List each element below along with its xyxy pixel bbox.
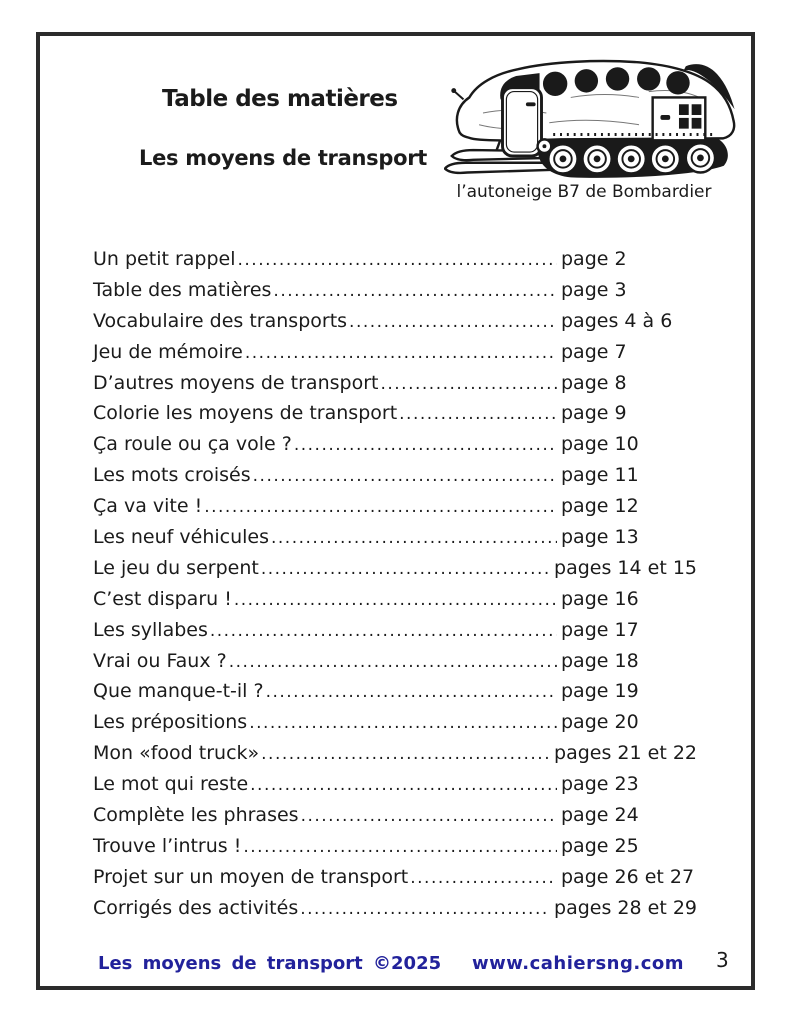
porthole-5 xyxy=(666,71,689,94)
toc-entry-page: page 19 xyxy=(561,680,639,703)
toc-entry xyxy=(93,676,697,707)
toc-entry-title: Trouve l’intrus ! xyxy=(93,834,242,857)
toc-entry-title: Vocabulaire des transports xyxy=(93,309,348,332)
toc-entry-title: Table des matières xyxy=(93,278,272,301)
toc-entry xyxy=(93,893,697,924)
toc-leader-dots xyxy=(204,492,557,523)
toc-entry-title: D’autres moyens de transport xyxy=(93,371,379,394)
toc-entry-title: Jeu de mémoire xyxy=(93,340,243,363)
toc-leader-dots xyxy=(210,616,557,647)
footer-website: www.cahiersng.com xyxy=(472,953,685,974)
toc-entry xyxy=(93,244,697,275)
toc-entry-title: Colorie les moyens de transport xyxy=(93,402,398,425)
page-border-frame xyxy=(36,32,755,990)
toc-entry-page: page 24 xyxy=(561,804,639,827)
toc-entry-title: Le mot qui reste xyxy=(93,773,249,796)
toc-entry xyxy=(93,738,697,769)
toc-entry-title: Un petit rappel xyxy=(93,248,236,270)
toc-entry xyxy=(93,491,697,522)
toc-entry-page: page 17 xyxy=(561,618,639,641)
toc-leader-dots xyxy=(245,338,557,369)
toc-entry-page: page 9 xyxy=(561,402,627,425)
toc-entry-page: page 2 xyxy=(561,248,627,270)
toc-entry-title: Ça va vite ! xyxy=(93,495,203,518)
toc-leader-dots xyxy=(261,739,550,770)
toc-leader-dots xyxy=(238,245,558,276)
toc-leader-dots xyxy=(349,307,557,338)
toc-entry-page: pages 21 et 22 xyxy=(554,742,697,765)
toc-leader-dots xyxy=(294,430,557,461)
toc-entry xyxy=(93,862,697,893)
toc-leader-dots xyxy=(243,832,557,863)
toc-leader-dots xyxy=(249,708,557,739)
toc-entry-page: pages 14 et 15 xyxy=(554,556,697,579)
toc-entry xyxy=(93,769,697,800)
toc-leader-dots xyxy=(261,554,550,585)
toc-entry-page: page 25 xyxy=(561,834,639,857)
toc-leader-dots xyxy=(410,863,557,894)
toc-entry xyxy=(93,522,697,553)
porthole-4 xyxy=(637,67,660,90)
toc-entry-title: Que manque-t-il ? xyxy=(93,680,264,703)
toc-entry-page: page 13 xyxy=(561,526,639,549)
toc-entry-title: C’est disparu ! xyxy=(93,587,232,610)
rear-door-pane-1 xyxy=(679,104,689,115)
toc-entry-page: page 12 xyxy=(561,495,639,518)
toc-entry xyxy=(93,584,697,615)
toc-entry xyxy=(93,615,697,646)
toc-entry-page: page 11 xyxy=(561,464,639,487)
toc-entry xyxy=(93,306,697,337)
toc-leader-dots xyxy=(301,801,557,832)
toc-entry-page: pages 4 à 6 xyxy=(561,309,673,332)
front-door-handle xyxy=(526,102,536,106)
toc-entry-page: page 10 xyxy=(561,433,639,456)
front-door xyxy=(503,88,542,156)
toc-entry xyxy=(93,460,697,491)
toc-leader-dots xyxy=(266,677,557,708)
front-light-dot xyxy=(451,88,456,93)
toc-entry-page: page 20 xyxy=(561,711,639,734)
toc-entry-title: Les mots croisés xyxy=(93,464,251,487)
toc-entry-page: page 3 xyxy=(561,278,627,301)
toc-leader-dots xyxy=(399,399,557,430)
toc-entry-title: Les neuf véhicules xyxy=(93,526,269,549)
toc-entry-page: page 18 xyxy=(561,649,639,672)
porthole-1 xyxy=(543,72,566,95)
toc-leader-dots xyxy=(380,369,557,400)
toc-entry-title: Ça roule ou ça vole ? xyxy=(93,433,292,456)
toc-entry xyxy=(93,398,697,429)
toc-entry xyxy=(93,368,697,399)
toc-entry xyxy=(93,429,697,460)
toc-leader-dots xyxy=(300,894,550,925)
toc-entry-page: pages 28 et 29 xyxy=(554,896,697,919)
porthole-3 xyxy=(606,67,629,90)
illustration-caption: l’autoneige B7 de Bombardier xyxy=(456,182,712,202)
toc-entry-page: page 26 et 27 xyxy=(561,865,695,888)
rear-door-handle xyxy=(660,115,670,120)
toc-entry-title: Le jeu du serpent xyxy=(93,556,259,579)
toc-entry-page: page 7 xyxy=(561,340,627,363)
toc-entry-page: page 16 xyxy=(561,587,639,610)
toc-entry-page: page 23 xyxy=(561,773,639,796)
toc-entry xyxy=(93,831,697,862)
footer-page-number: 3 xyxy=(716,948,729,972)
toc-entry-title: Les syllabes xyxy=(93,618,208,641)
toc-leader-dots xyxy=(273,276,557,307)
toc-entry-title: Projet sur un moyen de transport xyxy=(93,865,409,888)
toc-list xyxy=(93,244,697,924)
toc-entry xyxy=(93,275,697,306)
page-subtitle: Les moyens de transport xyxy=(139,146,427,170)
toc-entry-title: Corrigés des activités xyxy=(93,896,299,919)
toc-leader-dots xyxy=(234,585,557,616)
rear-door-pane-4 xyxy=(692,118,702,129)
toc-entry xyxy=(93,553,697,584)
page-title: Table des matières xyxy=(162,86,398,112)
toc-entry-page: page 8 xyxy=(561,371,627,394)
rear-door-pane-3 xyxy=(679,118,689,129)
toc-entry-title: Complète les phrases xyxy=(93,804,299,827)
toc-entry xyxy=(93,337,697,368)
snowmobile-illustration xyxy=(444,48,756,181)
toc-entry xyxy=(93,646,697,677)
toc-leader-dots xyxy=(253,461,557,492)
toc-leader-dots xyxy=(250,770,557,801)
toc-entry-title: Mon «food truck» xyxy=(93,742,260,765)
toc-entry xyxy=(93,800,697,831)
toc-entry xyxy=(93,707,697,738)
toc-leader-dots xyxy=(271,523,557,554)
toc-leader-dots xyxy=(229,647,557,678)
rear-door-pane-2 xyxy=(692,104,702,115)
toc-entry-title: Vrai ou Faux ? xyxy=(93,649,227,672)
footer-copyright: Les moyens de transport ©2025 xyxy=(98,953,442,974)
front-light xyxy=(455,92,464,100)
porthole-2 xyxy=(575,69,598,92)
toc-entry-title: Les prépositions xyxy=(93,711,248,734)
